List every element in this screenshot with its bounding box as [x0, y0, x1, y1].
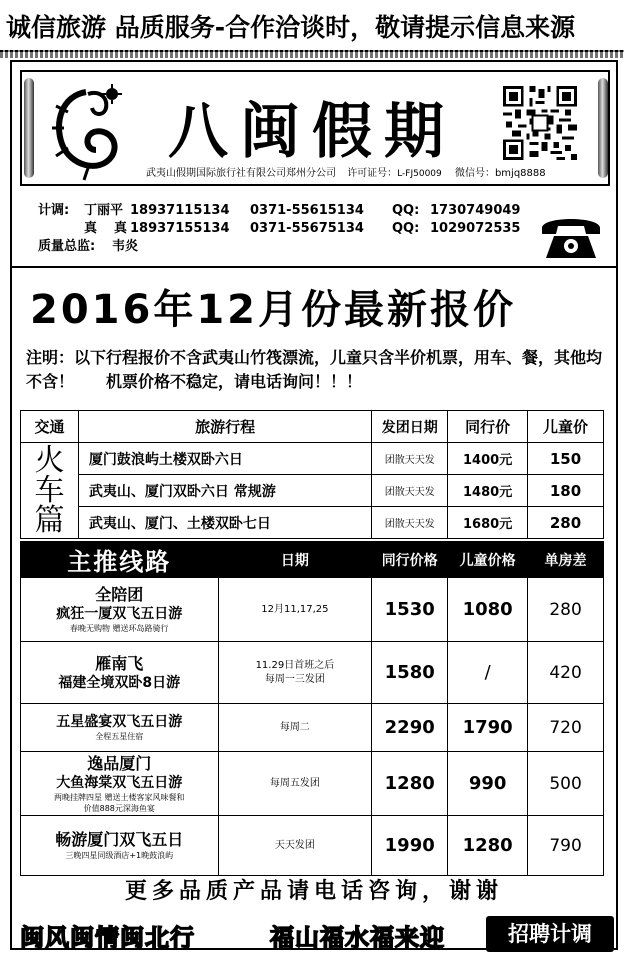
single-supplement: 720 — [528, 704, 604, 752]
company-line — [146, 164, 546, 179]
train-section-label: 火 车 篇 — [21, 443, 79, 539]
peer-price: 1680元 — [448, 507, 528, 539]
route-desc: 两晚挂牌四星 赠送土楼客家风味餐和 价值888元深海鱼宴 — [53, 792, 185, 813]
banner-strip — [0, 50, 624, 58]
route-date: 12月11,17,25 — [218, 578, 372, 642]
depart-date: 团散天天发 — [372, 443, 448, 475]
table-row — [21, 704, 604, 752]
route-name: 武夷山、厦门双卧六日 常规游 — [78, 475, 371, 507]
child-price: / — [448, 642, 528, 704]
peer-price: 1280 — [372, 752, 448, 816]
table-row — [21, 443, 604, 475]
header-peer-price: 同行价 — [448, 411, 528, 443]
license-number: L-FJ50009 — [397, 169, 442, 179]
left-pillar — [24, 78, 34, 178]
header-child-price: 儿童价 — [528, 411, 604, 443]
train-route-table — [20, 410, 604, 539]
featured-table-header — [21, 542, 604, 578]
depart-date: 团散天天发 — [372, 507, 448, 539]
child-price: 990 — [448, 752, 528, 816]
dragon-logo-icon — [48, 82, 126, 182]
route-cell — [21, 752, 219, 816]
contact-mobile: 18937115134 — [130, 203, 230, 218]
header-child-price: 儿童价格 — [448, 542, 528, 578]
header-date: 日期 — [218, 542, 372, 578]
footer-slogan-middle: 福山福水福来迎 — [270, 924, 445, 952]
route-subtitle: 大鱼海棠双飞五日游 — [56, 774, 183, 791]
table-row — [21, 507, 604, 539]
header-itinerary: 旅游行程 — [78, 411, 371, 443]
route-cell — [21, 578, 219, 642]
route-cell — [21, 642, 219, 704]
header-featured-route: 主推线路 — [21, 542, 219, 578]
contact-tel: 0371-55675134 — [250, 221, 364, 236]
child-price: 1280 — [448, 816, 528, 876]
header-peer-price: 同行价格 — [372, 542, 448, 578]
route-desc: 三晚四星同级酒店+1晚鼓浪屿 — [65, 851, 174, 860]
depart-date: 团散天天发 — [372, 475, 448, 507]
route-date: 每周二 — [218, 704, 372, 752]
more-products-line: 更多品质产品请电话咨询，谢谢 — [124, 878, 503, 904]
wechat-label: 微信号： — [454, 168, 495, 179]
wechat-id: bmjq8888 — [494, 168, 546, 179]
route-subtitle: 福建全境双卧8日游 — [58, 674, 181, 691]
child-price: 180 — [528, 475, 604, 507]
route-name: 厦门鼓浪屿土楼双卧六日 — [78, 443, 371, 475]
peer-price: 2290 — [372, 704, 448, 752]
peer-price: 1990 — [372, 816, 448, 876]
header-depart-date: 发团日期 — [372, 411, 448, 443]
table-row — [21, 752, 604, 816]
right-pillar — [598, 78, 608, 178]
table-row — [21, 578, 604, 642]
recruit-badge: 招聘计调 — [486, 916, 614, 952]
route-date: 每周五发团 — [218, 752, 372, 816]
contact-qq: 1029072535 — [430, 221, 521, 236]
quality-name: 韦炎 — [112, 239, 139, 254]
qr-code-icon — [503, 86, 577, 160]
route-subtitle: 疯狂一厦双飞五日游 — [56, 606, 183, 622]
table-row — [21, 642, 604, 704]
company-name: 武夷山假期国际旅行社有限公司郑州分公司 — [146, 168, 336, 179]
route-title: 逸品厦门 — [87, 753, 152, 773]
header-single-supplement: 单房差 — [528, 542, 604, 578]
route-title: 雁南飞 — [95, 653, 144, 673]
section-divider — [10, 266, 618, 268]
price-title: 2016年12月份最新报价 — [30, 287, 516, 333]
route-date: 11.29日首班之后 每周一三发团 — [218, 642, 372, 704]
route-desc: 春晚无购物 赠送环岛路骑行 — [69, 624, 169, 633]
table-row — [21, 816, 604, 876]
header-transport: 交通 — [21, 411, 79, 443]
child-price: 280 — [528, 507, 604, 539]
route-cell — [21, 704, 219, 752]
brand-title: 八闽假期 — [168, 97, 456, 167]
single-supplement: 500 — [528, 752, 604, 816]
contact-qq-label: QQ: — [392, 203, 420, 218]
footer-slogan-left: 闽风闽情闽北行 — [20, 924, 195, 952]
featured-route-table — [20, 541, 604, 876]
contact-name: 真 — [114, 221, 128, 236]
peer-price: 1530 — [372, 578, 448, 642]
single-supplement: 790 — [528, 816, 604, 876]
table-row — [21, 475, 604, 507]
route-cell — [21, 816, 219, 876]
telephone-icon — [538, 214, 604, 260]
banner-text: 诚信旅游 品质服务-合作洽谈时，敬请提示信息来源 — [6, 13, 576, 42]
train-table-header — [21, 411, 604, 443]
contact-label: 真 — [84, 221, 98, 236]
quality-label: 质量总监: — [38, 239, 96, 254]
route-date: 天天发团 — [218, 816, 372, 876]
contact-name: 丁丽平 — [84, 203, 124, 218]
route-subtitle: 五星盛宴双飞五日游 — [56, 714, 183, 730]
route-title: 畅游厦门双飞五日 — [55, 830, 184, 849]
contact-qq-label: QQ: — [392, 221, 420, 236]
contact-tel: 0371-55615134 — [250, 203, 364, 218]
route-name: 武夷山、厦门、土楼双卧七日 — [78, 507, 371, 539]
child-price: 1080 — [448, 578, 528, 642]
peer-price: 1580 — [372, 642, 448, 704]
top-banner — [0, 0, 624, 52]
footer-bar — [12, 916, 618, 954]
contact-mobile: 18937155134 — [130, 221, 230, 236]
license-label: 许可证号： — [347, 168, 398, 179]
child-price: 150 — [528, 443, 604, 475]
peer-price: 1400元 — [448, 443, 528, 475]
route-title: 全陪团 — [95, 585, 144, 604]
child-price: 1790 — [448, 704, 528, 752]
single-supplement: 280 — [528, 578, 604, 642]
single-supplement: 420 — [528, 642, 604, 704]
contact-label: 计调: — [38, 203, 70, 218]
peer-price: 1480元 — [448, 475, 528, 507]
route-desc: 全程五星住宿 — [95, 732, 144, 741]
contact-qq: 1730749049 — [430, 203, 521, 218]
price-note: 注明：以下行程报价不含武夷山竹筏漂流，儿童只含半价机票，用车、餐，其他均不含！ 机票价格不稳定，请电话询问！！！ — [26, 348, 603, 391]
